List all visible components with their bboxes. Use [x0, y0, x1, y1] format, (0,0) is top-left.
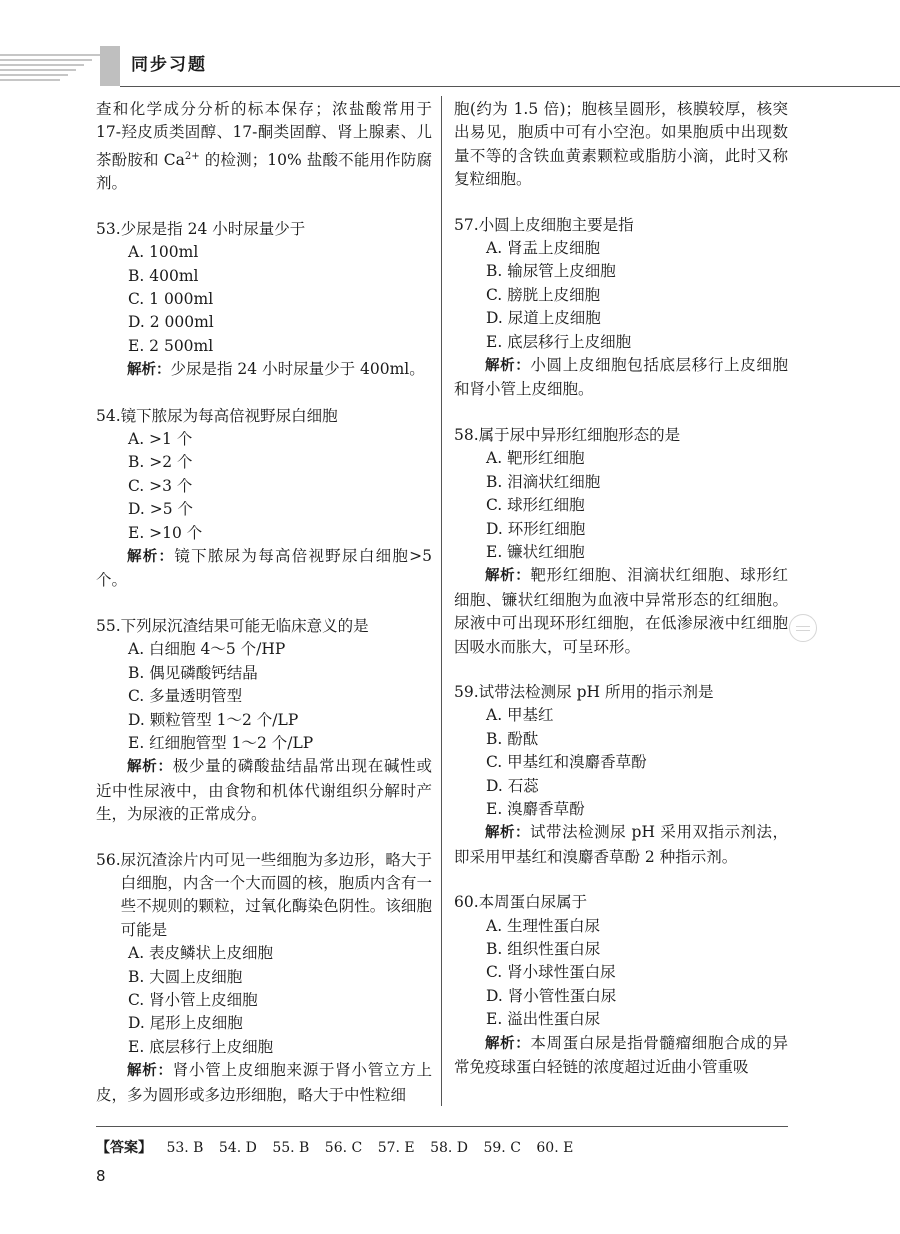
- right-column: [454, 98, 788, 1079]
- question-stem: [454, 681, 788, 704]
- answer-item: 57. E: [377, 1140, 415, 1156]
- analysis-text: 镜下脓尿为每高倍视野尿白细胞>5 个。: [96, 547, 432, 590]
- analysis-text: 少尿是指 24 小时尿量少于 400ml。: [170, 360, 425, 379]
- option-e: E. 溢出性蛋白尿: [486, 1010, 601, 1029]
- option-e: E. 镰状红细胞: [486, 542, 585, 561]
- analysis-text: 肾小管上皮细胞来源于肾小管立方上皮，多为圆形或多边形细胞，略大于中性粒细: [96, 1061, 432, 1104]
- question-stem: [96, 405, 432, 428]
- analysis: [96, 1059, 432, 1107]
- answer-item: 56. C: [324, 1140, 363, 1156]
- option-list: [96, 241, 432, 358]
- option-a: A. 白细胞 4～5 个/HP: [128, 640, 286, 659]
- question-stem: [96, 615, 432, 638]
- analysis-label: 解析：: [127, 1063, 173, 1080]
- analysis: [96, 545, 432, 593]
- question-number: 56.: [96, 850, 121, 869]
- analysis-label: 解析：: [485, 568, 531, 585]
- section-title: 同步习题: [131, 55, 207, 75]
- question-text: 尿沉渣涂片内可见一些细胞为多边形，略大于白细胞，内含一个大而圆的核，胞质内含有一些不规则的颗粒，过氧化酶染色阴性。该细胞可能是: [120, 850, 432, 939]
- option-b: B. 组织性蛋白尿: [486, 940, 601, 958]
- header-rule: [120, 86, 900, 87]
- option-e: E. 底层移行上皮细胞: [486, 332, 632, 351]
- analysis: [454, 821, 788, 869]
- question-56: [96, 849, 432, 1107]
- question-number: 53.: [96, 219, 121, 238]
- option-d: D. 尾形上皮细胞: [128, 1014, 243, 1033]
- analysis-label: 解析：: [127, 549, 175, 566]
- column-divider: [441, 96, 442, 1106]
- option-b: B. 泪滴状红细胞: [486, 472, 601, 491]
- option-a: A. 100ml: [128, 243, 199, 262]
- answer-item: 59. C: [483, 1140, 521, 1156]
- analysis-label: 解析：: [485, 1035, 531, 1052]
- option-b: B. 酚酞: [486, 729, 539, 748]
- option-a: A. 甲基红: [486, 706, 554, 725]
- option-a: A. 生理性蛋白尿: [486, 916, 601, 935]
- header-tab-block: [100, 46, 120, 86]
- option-d: D. 环形红细胞: [486, 519, 586, 538]
- option-d: D. 尿道上皮细胞: [486, 309, 601, 328]
- analysis: [96, 755, 432, 826]
- option-d: D. 肾小管性蛋白尿: [486, 986, 617, 1005]
- question-58: [454, 424, 788, 659]
- option-list: [96, 638, 432, 755]
- left-column: [96, 98, 432, 1107]
- analysis: [454, 354, 788, 402]
- question-stem: [454, 891, 788, 914]
- option-d: D. >5 个: [128, 500, 194, 519]
- analysis-label: 解析：: [127, 759, 173, 776]
- option-b: B. >2 个: [128, 453, 193, 472]
- question-60: [454, 891, 788, 1079]
- question-54: [96, 405, 432, 593]
- question-text: 镜下脓尿为每高倍视野尿白细胞: [120, 406, 338, 425]
- analysis: [96, 358, 432, 382]
- question-number: 60.: [454, 893, 479, 912]
- option-list: [454, 704, 788, 821]
- option-c: C. 肾小球性蛋白尿: [486, 963, 616, 982]
- question-stem: [454, 424, 788, 447]
- answer-key-label: 【答案】: [96, 1140, 152, 1156]
- question-stem: [454, 214, 788, 237]
- answer-item: 54. D: [218, 1140, 257, 1156]
- option-a: A. >1 个: [128, 430, 193, 449]
- analysis-text: 小圆上皮细胞包括底层移行上皮细胞和肾小管上皮细胞。: [454, 356, 788, 399]
- analysis: [454, 564, 788, 659]
- analysis-text: 靶形红细胞、泪滴状红细胞、球形红细胞、镰状红细胞为血液中异常形态的红细胞。尿液中可出现环形红细胞，在低渗尿液中红细胞因吸水而胀大，可呈环形。: [454, 566, 788, 656]
- option-c: C. >3 个: [128, 476, 193, 495]
- question-number: 58.: [454, 425, 479, 444]
- question-59: [454, 681, 788, 869]
- continuation-text: 查和化学成分分析的标本保存；浓盐酸常用于17-羟皮质类固醇、17-酮类固醇、肾上腺素、儿茶酚胺和 $Ca^{2+}$ 的检测；10% 盐酸不能用作防腐剂。: [96, 100, 432, 193]
- question-text: 本周蛋白尿属于: [478, 893, 588, 912]
- page-number: 8: [96, 1167, 106, 1185]
- option-e: E. 底层移行上皮细胞: [128, 1037, 274, 1056]
- option-d: D. 石蕊: [486, 776, 539, 795]
- option-a: A. 肾盂上皮细胞: [486, 239, 601, 258]
- analysis-label: 解析：: [127, 362, 171, 379]
- option-list: [454, 447, 788, 564]
- option-list: [454, 915, 788, 1032]
- option-e: E. 溴麝香草酚: [486, 799, 585, 818]
- option-c: C. 膀胱上皮细胞: [486, 285, 601, 304]
- option-a: A. 表皮鳞状上皮细胞: [128, 944, 274, 963]
- question-stem: [96, 218, 432, 241]
- option-d: D. 颗粒管型 1～2 个/LP: [128, 710, 299, 729]
- option-e: E. 红细胞管型 1～2 个/LP: [128, 733, 314, 752]
- question-text: 下列尿沉渣结果可能无临床意义的是: [120, 616, 369, 635]
- option-b: B. 偶见磷酸钙结晶: [128, 663, 258, 682]
- option-b: B. 输尿管上皮细胞: [486, 262, 616, 281]
- question-text: 少尿是指 24 小时尿量少于: [120, 219, 306, 238]
- option-c: C. 球形红细胞: [486, 496, 585, 515]
- answer-key: [96, 1137, 584, 1157]
- option-list: [454, 237, 788, 354]
- analysis-text: 试带法检测尿 pH 采用双指示剂法，即采用甲基红和溴麝香草酚 2 种指示剂。: [454, 823, 789, 866]
- answer-item: 58. D: [430, 1140, 469, 1156]
- footer-rule: [96, 1126, 788, 1127]
- publisher-stamp-icon: [789, 614, 817, 642]
- question-number: 55.: [96, 616, 121, 635]
- question-text: 属于尿中异形红细胞形态的是: [478, 425, 681, 444]
- analysis-text: 极少量的磷酸盐结晶常出现在碱性或近中性尿液中，由食物和机体代谢组织分解时产生，为尿液的正常成分。: [96, 757, 432, 824]
- option-a: A. 靶形红细胞: [486, 449, 585, 468]
- option-b: B. 大圆上皮细胞: [128, 967, 243, 986]
- question-number: 54.: [96, 406, 121, 425]
- analysis-label: 解析：: [485, 825, 531, 842]
- answer-item: 60. E: [536, 1140, 574, 1156]
- question-number: 57.: [454, 215, 479, 234]
- question-57: [454, 214, 788, 402]
- question-55: [96, 615, 432, 827]
- analysis-label: 解析：: [485, 358, 531, 375]
- option-b: B. 400ml: [128, 266, 199, 285]
- question-number: 59.: [454, 682, 479, 701]
- option-c: C. 多量透明管型: [128, 687, 243, 706]
- answer-item: 55. B: [272, 1140, 310, 1156]
- option-c: C. 甲基红和溴麝香草酚: [486, 753, 647, 772]
- analysis: [454, 1032, 788, 1080]
- option-c: C. 肾小管上皮细胞: [128, 990, 258, 1009]
- answer-item: 53. B: [166, 1140, 204, 1156]
- header-stripes: [0, 46, 100, 86]
- option-list: [96, 942, 432, 1059]
- continuation-text: 胞(约为 1.5 倍)；胞核呈圆形，核膜较厚，核突出易见，胞质中可有小空泡。如果胞质中出现数量不等的含铁血黄素颗粒或脂肪小滴，此时又称复粒细胞。: [454, 100, 788, 189]
- option-e: E. >10 个: [128, 523, 203, 542]
- option-d: D. 2 000ml: [128, 313, 214, 332]
- question-text: 小圆上皮细胞主要是指: [478, 215, 634, 234]
- option-e: E. 2 500ml: [128, 336, 214, 355]
- option-c: C. 1 000ml: [128, 290, 214, 308]
- question-stem: [96, 849, 432, 943]
- option-list: [96, 428, 432, 545]
- question-53: [96, 218, 432, 383]
- question-text: 试带法检测尿 pH 所用的指示剂是: [478, 682, 714, 701]
- analysis-text: 本周蛋白尿是指骨髓瘤细胞合成的异常免疫球蛋白轻链的浓度超过近曲小管重吸: [454, 1033, 788, 1077]
- page-header: [0, 46, 900, 86]
